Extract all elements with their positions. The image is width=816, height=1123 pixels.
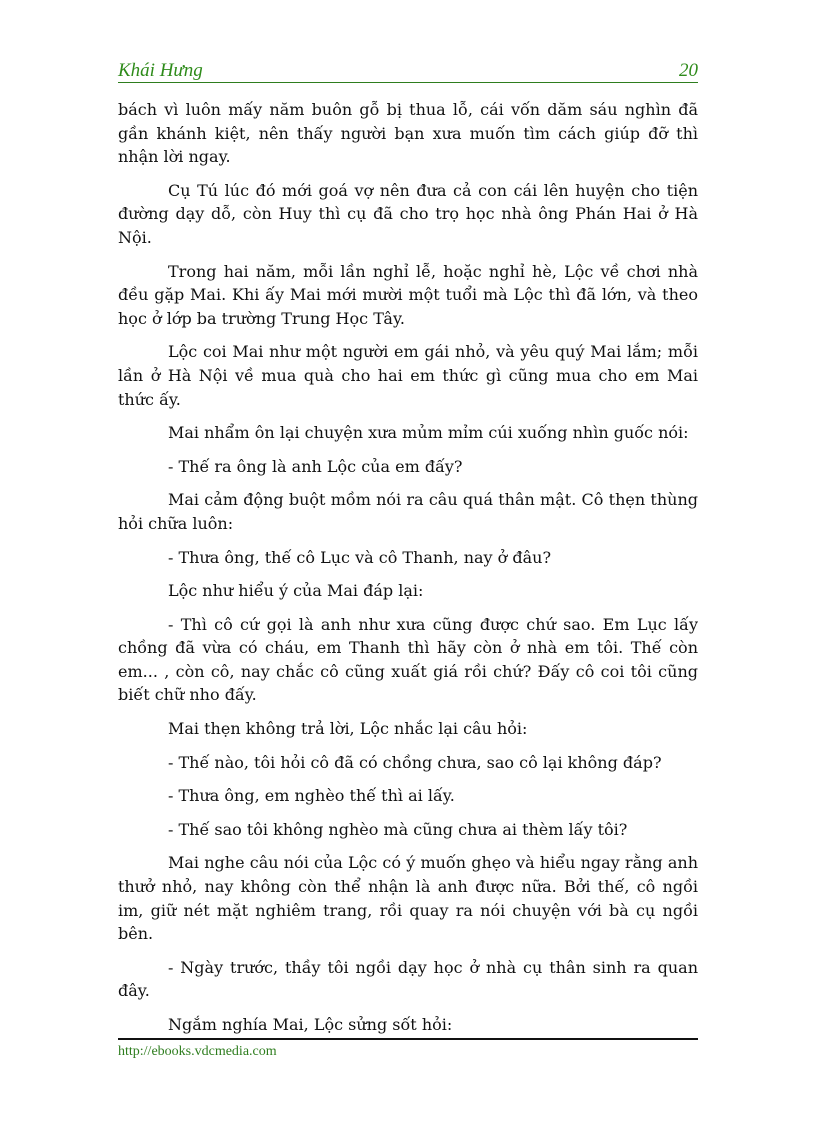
paragraph: - Thế nào, tôi hỏi cô đã có chồng chưa, sao cô lại không đáp?	[168, 752, 662, 772]
paragraph: - Thưa ông, em nghèo thế thì ai lấy.	[168, 786, 455, 806]
paragraph: Lộc như hiểu ý của Mai đáp lại:	[168, 581, 424, 601]
paragraph: - Thế ra ông là anh Lộc của em đấy?	[168, 456, 463, 476]
body-text	[118, 98, 698, 1047]
paragraph: Lộc coi Mai như một người em gái nhỏ, và yêu quý Mai lắm; mỗi lần ở Hà Nội về mua quà cho hai em thức gì cũng mua cho em Mai thức ấy.	[118, 342, 698, 409]
paragraph: bách vì luôn mấy năm buôn gỗ bị thua lỗ, cái vốn dăm sáu nghìn đã gần khánh kiệt, nên thấy người bạn xưa muốn tìm cách giúp đỡ thì nhận lời ngay.	[118, 100, 698, 167]
author-name: Khái Hưng	[118, 60, 203, 81]
paragraph: - Thì cô cứ gọi là anh như xưa cũng được chứ sao. Em Lục lấy chồng đã vừa có cháu, em Thanh thì hãy còn ở nhà em tôi. Thế còn em... , còn cô, nay chắc cô cũng xuất giá rồi chứ? Đấy cô coi tôi cũng biết chữ nho đấy.	[118, 614, 698, 705]
page-header	[118, 60, 698, 83]
paragraph: Trong hai năm, mỗi lần nghỉ lễ, hoặc nghỉ hè, Lộc về chơi nhà đều gặp Mai. Khi ấy Mai mới mười một tuổi mà Lộc thì đã lớn, và theo học ở lớp ba trường Trung Học Tây.	[118, 261, 698, 328]
paragraph: Mai nhẩm ôn lại chuyện xưa mủm mỉm cúi xuống nhìn guốc nói:	[168, 423, 689, 443]
paragraph: - Thưa ông, thế cô Lục và cô Thanh, nay ở đâu?	[168, 547, 552, 567]
paragraph: Mai nghe câu nói của Lộc có ý muốn ghẹo và hiểu ngay rằng anh thưở nhỏ, nay không còn thể nhận là anh được nữa. Bởi thế, cô ngồi im, giữ nét mặt nghiêm trang, rồi quay ra nói chuyện với bà cụ ngồi bên.	[118, 853, 698, 944]
footer-url[interactable]: http://ebooks.vdcmedia.com	[118, 1044, 277, 1059]
paragraph: Mai cảm động buột mồm nói ra câu quá thân mật. Cô thẹn thùng hỏi chữa luôn:	[118, 490, 698, 533]
paragraph: - Ngày trước, thầy tôi ngồi dạy học ở nhà cụ thân sinh ra quan đây.	[118, 957, 698, 1001]
page-number: 20	[679, 60, 698, 81]
paragraph: Ngắm nghía Mai, Lộc sửng sốt hỏi:	[168, 1015, 453, 1034]
footer-rule	[118, 1038, 698, 1040]
paragraph: Cụ Tú lúc đó mới goá vợ nên đưa cả con cái lên huyện cho tiện đường dạy dỗ, còn Huy thì cụ đã cho trọ học nhà ông Phán Hai ở Hà Nội.	[118, 180, 698, 247]
paragraph: - Thế sao tôi không nghèo mà cũng chưa ai thèm lấy tôi?	[168, 819, 628, 839]
paragraph: Mai thẹn không trả lời, Lộc nhắc lại câu hỏi:	[168, 719, 528, 739]
